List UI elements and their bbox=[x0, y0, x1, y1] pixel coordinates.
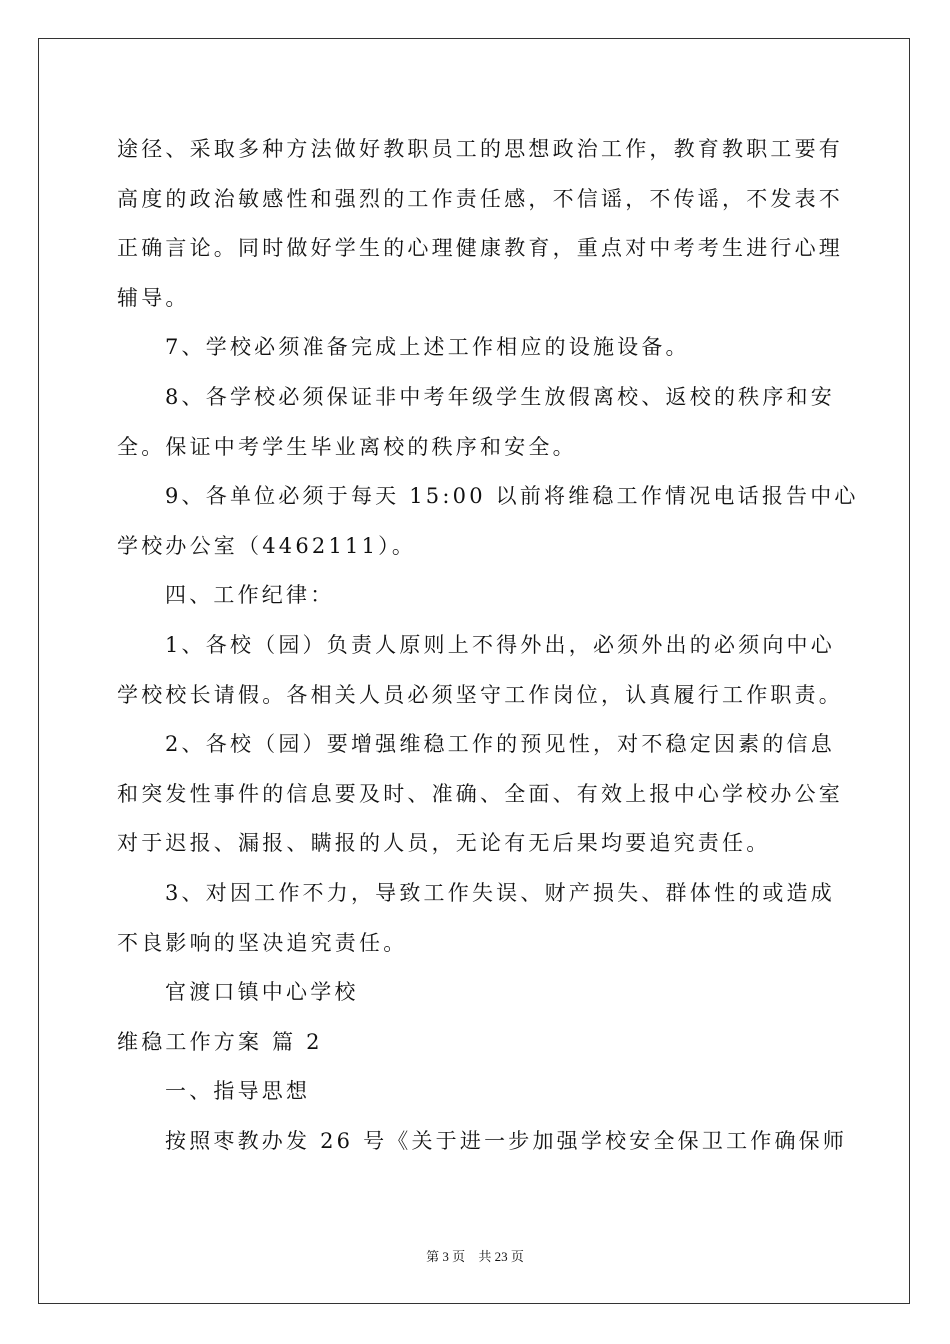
text-line: 和突发性事件的信息要及时、准确、全面、有效上报中心学校办公室 bbox=[117, 781, 843, 806]
text-line: 全。保证中考学生毕业离校的秩序和安全。 bbox=[117, 434, 577, 459]
page-number: 第 3 页 bbox=[426, 1249, 466, 1264]
text-line: 辅导。 bbox=[117, 285, 190, 310]
paragraph-item-9: 9、各单位必须于每天 15:00 以前将维稳工作情况电话报告中心 bbox=[165, 484, 859, 509]
paragraph-item-8: 8、各学校必须保证非中考年级学生放假离校、返校的秩序和安 bbox=[165, 384, 835, 409]
section-heading-guiding-ideology: 一、指导思想 bbox=[165, 1079, 311, 1104]
text-line: 按照枣教办发 26 号《关于进一步加强学校安全保卫工作确保师 bbox=[165, 1128, 848, 1153]
paragraph-item-3: 3、对因工作不力，导致工作失误、财产损失、群体性的或造成 bbox=[165, 880, 835, 905]
signature-school-name: 官渡口镇中心学校 bbox=[165, 980, 359, 1005]
section-heading-work-discipline: 四、工作纪律： bbox=[165, 583, 335, 608]
paragraph-item-1: 1、各校（园）负责人原则上不得外出，必须外出的必须向中心 bbox=[165, 632, 835, 657]
text-line: 正确言论。同时做好学生的心理健康教育，重点对中考考生进行心理 bbox=[117, 236, 843, 261]
text-line: 不良影响的坚决追究责任。 bbox=[117, 930, 408, 955]
text-line: 对于迟报、漏报、瞒报的人员，无论有无后果均要追究责任。 bbox=[117, 831, 771, 856]
paragraph-item-2: 2、各校（园）要增强维稳工作的预见性，对不稳定因素的信息 bbox=[165, 732, 835, 757]
paragraph-item-7: 7、学校必须准备完成上述工作相应的设施设备。 bbox=[165, 335, 690, 360]
document-title-part-2: 维稳工作方案 篇 2 bbox=[117, 1029, 323, 1054]
text-line: 途径、采取多种方法做好教职员工的思想政治工作，教育教职工要有 bbox=[117, 137, 843, 161]
total-pages: 共 23 页 bbox=[478, 1249, 524, 1264]
text-line: 高度的政治敏感性和强烈的工作责任感，不信谣，不传谣，不发表不 bbox=[117, 186, 843, 211]
page-footer bbox=[0, 1246, 950, 1265]
text-line: 学校办公室（4462111）。 bbox=[117, 533, 417, 558]
text-line: 学校校长请假。各相关人员必须坚守工作岗位，认真履行工作职责。 bbox=[117, 682, 843, 707]
document-body bbox=[117, 125, 859, 1166]
